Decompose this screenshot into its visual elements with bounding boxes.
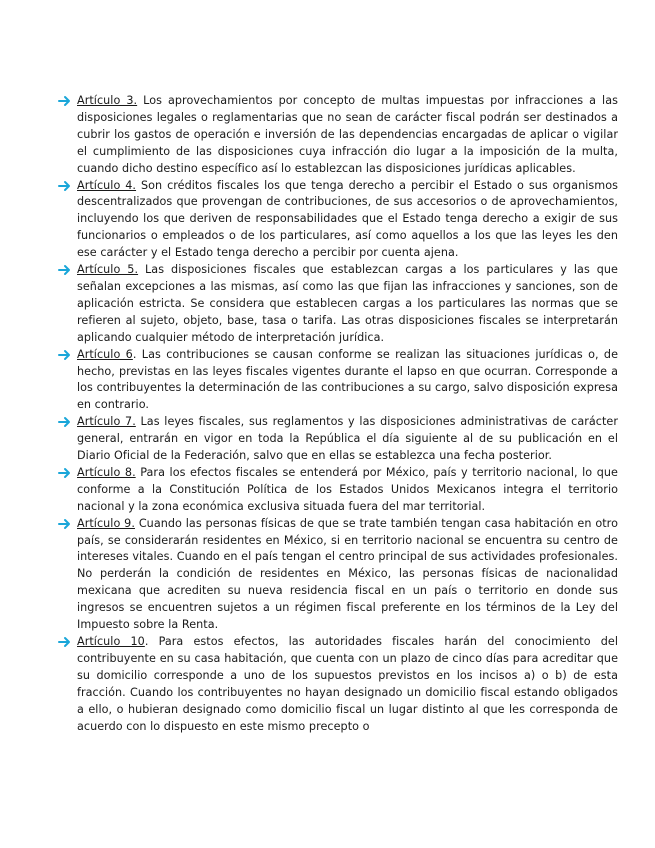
article-paragraph [77, 262, 618, 347]
article-text: . Las contribuciones se causan conforme se realizan las situaciones jurídicas o, de hecho, previstas en las leyes fiscales vigentes durante el lapso en que ocurran. Corresponde a los contribuyentes la determinación de las contribuciones a su cargo, salvo disposición expresa en contrario. [77, 347, 618, 412]
article-3 [58, 93, 618, 178]
article-4 [58, 178, 618, 263]
article-list [58, 93, 618, 735]
article-paragraph [77, 178, 618, 263]
article-label: Artículo 3. [77, 94, 138, 107]
article-paragraph [77, 93, 618, 178]
article-paragraph [77, 634, 618, 735]
right-arrow-icon [58, 466, 72, 480]
article-10 [58, 634, 618, 735]
right-arrow-icon [58, 348, 72, 362]
article-text: Son créditos fiscales los que tenga derecho a percibir el Estado o sus organismos descentralizados que provengan de contribuciones, de sus accesorios o de aprovechamientos, incluyendo los que deriven de responsabilidades que el Estado tenga derecho a exigir de sus funcionarios o empleados o de los particulares, así como aquellos a los que las leyes les den ese carácter y el Estado tenga derecho a percibir por cuenta ajena. [77, 178, 618, 260]
article-5 [58, 262, 618, 347]
right-arrow-icon [58, 94, 72, 108]
article-paragraph [77, 516, 618, 634]
article-label: Artículo 7. [77, 415, 136, 429]
article-paragraph [77, 414, 618, 465]
article-text: Los aprovechamientos por concepto de multas impuestas por infracciones a las disposiciones legales o reglamentarias que no sean de carácter fiscal podrán ser destinados a cubrir los gastos de operación e inversión de las dependencias encargadas de aplicar o vigilar el cumplimiento de las disposiciones cuya infracción dio lugar a la imposición de la multa, cuando dicho destino específico así lo establezcan las disposiciones jurídicas aplicables. [77, 94, 618, 175]
article-text: Las disposiciones fiscales que establezcan cargas a los particulares y las que señalan excepciones a las mismas, así como las que fijan las infracciones y sanciones, son de aplicación estricta. Se considera que establecen cargas a los particulares las normas que se refieren al sujeto, objeto, base, tasa o tarifa. Las otras disposiciones fiscales se interpretarán aplicando cualquier método de interpretación jurídica. [77, 263, 618, 344]
article-text: Cuando las personas físicas de que se trate también tengan casa habitación en otro país, se considerarán residentes en México, si en territorio nacional se encuentra su centro de intereses vitales. Cuando en el país tengan el centro principal de sus actividades profesionales. No perderán la condición de residentes en México, las personas físicas de nacionalidad mexicana que acrediten su nueva residencia fiscal en un país o territorio en donde sus ingresos se encuentren sujetos a un régimen fiscal preferente en los términos de la Ley del Impuesto sobre la Renta. [77, 516, 618, 632]
article-label: Artículo 4. [77, 178, 137, 192]
right-arrow-icon [58, 517, 72, 531]
right-arrow-icon [58, 635, 72, 649]
article-label: Artículo 5. [77, 263, 139, 277]
article-label: Artículo 6 [77, 347, 133, 361]
article-paragraph [77, 347, 618, 415]
article-label: Artículo 10 [77, 635, 145, 648]
right-arrow-icon [58, 415, 72, 429]
article-text: . Para estos efectos, las autoridades fiscales harán del conocimiento del contribuyente en su casa habitación, que cuenta con un plazo de cinco días para acreditar que su domicilio corresponde a uno de los supuestos previstos en los incisos a) o b) de esta fracción. Cuando los contribuyentes no hayan designado un domicilio fiscal estando obligados a ello, o hubieran designado como domicilio fiscal un lugar distinto al que les corresponda de acuerdo con lo dispuesto en este mismo precepto o [77, 635, 618, 733]
article-text: Para los efectos fiscales se entenderá por México, país y territorio nacional, lo que conforme a la Constitución Política de los Estados Unidos Mexicanos integra el territorio nacional y la zona económica exclusiva situada fuera del mar territorial. [77, 465, 618, 513]
right-arrow-icon [58, 179, 72, 193]
article-7 [58, 414, 618, 465]
article-paragraph [77, 465, 618, 516]
article-label: Artículo 8. [77, 465, 136, 479]
article-text: Las leyes fiscales, sus reglamentos y las disposiciones administrativas de carácter general, entrarán en vigor en toda la República el día siguiente al de su publicación en el Diario Oficial de la Federación, salvo que en ellas se establezca una fecha posterior. [77, 415, 618, 463]
article-8 [58, 465, 618, 516]
article-6 [58, 347, 618, 415]
article-9 [58, 516, 618, 634]
article-label: Artículo 9. [77, 516, 135, 530]
right-arrow-icon [58, 263, 72, 277]
